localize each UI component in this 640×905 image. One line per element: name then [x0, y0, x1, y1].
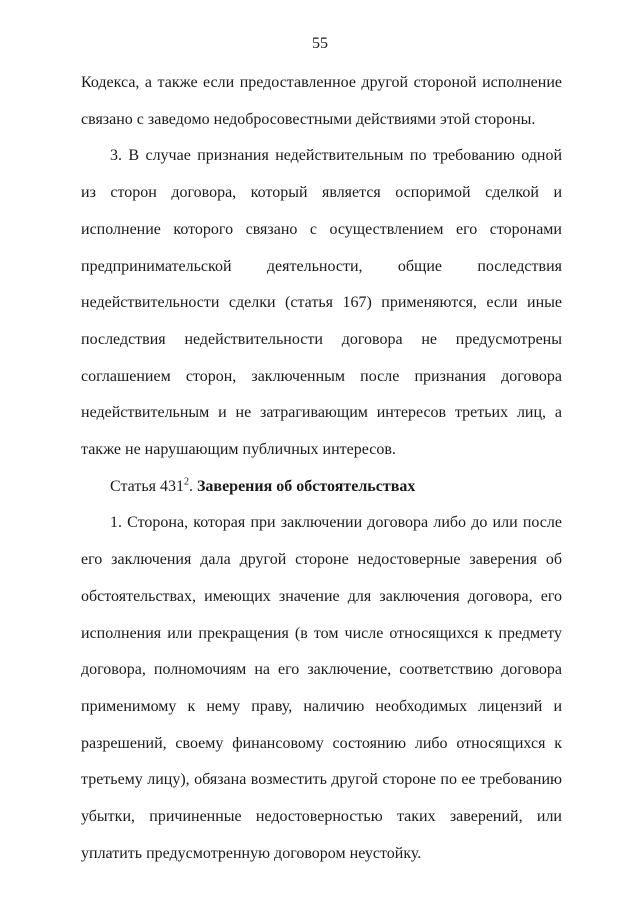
- article-heading: [81, 469, 562, 506]
- article-number: [110, 478, 189, 495]
- paragraph-continuation: Кодекса, а также если предоставленное другой стороной исполнение связано с заведомо недобросовестными действиями этой стороны.: [81, 74, 562, 128]
- article-superscript: 2: [183, 476, 189, 488]
- article-prefix: Статья 431: [110, 477, 184, 495]
- article-title: Заверения об обстоятельствах: [196, 477, 416, 495]
- paragraph-clause-1: 1. Сторона, которая при заключении договора либо до или после его заключения дала другой стороне недостоверные заверения об обстоятельствах, имеющих значение для заключения договора, его исполнения или прекращения (в том числе относящихся к предмету договора, полномочиям на его заключение, соответствию договора применимому к нему праву, наличию необходимых лицензий и разрешений, своему финансовому состоянию либо относящихся к третьему лицу), обязана возместить другой стороне по ее требованию убытки, причиненные недостоверностью таких заверений, или уплатить предусмотренную договором неустойку.: [81, 514, 562, 862]
- document-body: [81, 65, 562, 872]
- paragraph-clause-3: 3. В случае признания недействительным по требованию одной из сторон договора, который является оспоримой сделкой и исполнение которого связано с осуществлением его сторонами предпринимательской деятельности, общие последствия недействительности сделки (статья 167) применяются, если иные последствия недействительности договора не предусмотрены соглашением сторон, заключенным после признания договора недействительным и не затрагивающим интересов третьих лиц, а также не нарушающим публичных интересов.: [81, 147, 562, 459]
- article-separator: .: [188, 477, 197, 495]
- page-number: 55: [312, 35, 328, 52]
